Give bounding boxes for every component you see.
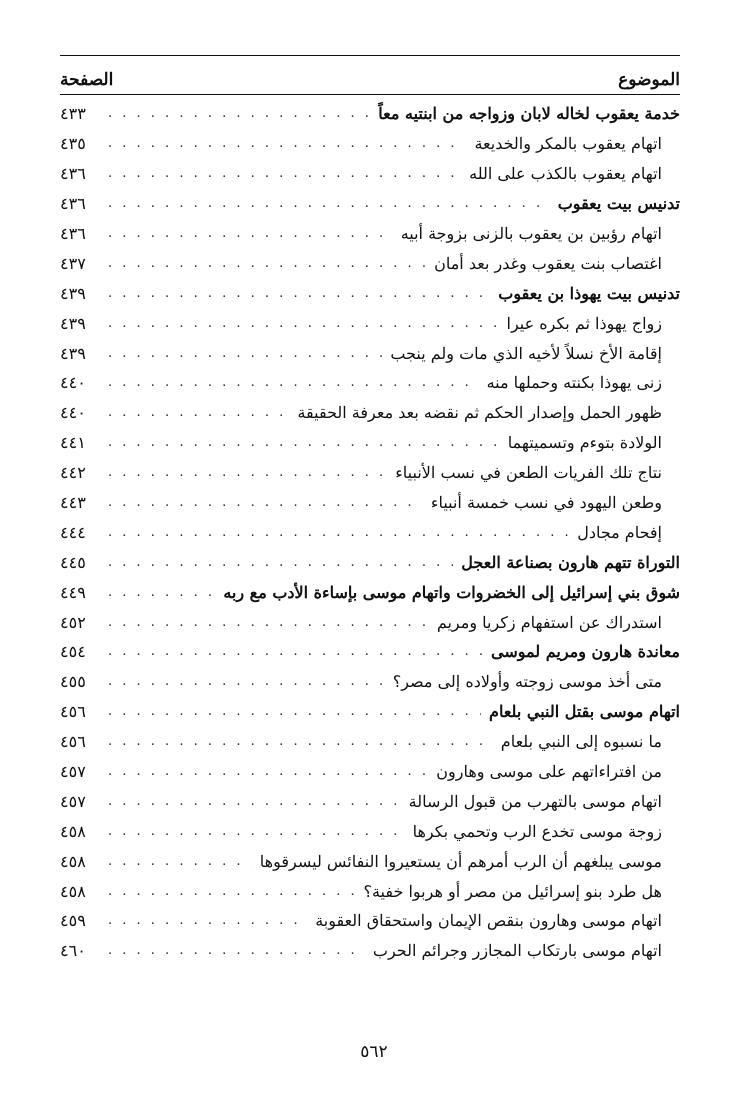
topic-column-label: الموضوع [618,70,680,90]
entry-title: اتهام موسى وهارون بنقص الإيمان واستحقاق العقوبة [315,911,662,931]
toc-entry [60,278,680,308]
entry-page-number: ٤٥٤ [60,642,86,662]
dot-leader [108,346,382,361]
dot-leader [108,943,365,958]
entry-title: تدنيس بيت يهوذا بن يعقوب [498,283,680,303]
entry-page-number: ٤٣٧ [60,253,86,273]
toc-header [60,56,680,94]
toc-entry [60,129,680,159]
dot-leader [108,913,307,928]
entry-title: خدمة يعقوب لخاله لابان وزواجه من ابنتيه معاً [378,104,680,124]
dot-leader [108,704,481,719]
entry-title: شوق بني إسرائيل إلى الخضروات واتهام موسى بإساءة الأدب مع ربه [223,582,680,602]
toc-entry [60,368,680,398]
entry-title: تدنيس بيت يعقوب [557,194,680,214]
dot-leader [108,405,289,420]
entry-title: هل طرد بنو إسرائيل من مصر أو هربوا خفية؟ [363,881,662,901]
toc-entry [60,727,680,757]
toc-entries [60,99,680,966]
toc-entry [60,248,680,278]
dot-leader [108,674,385,689]
toc-entry [60,398,680,428]
dot-leader [108,824,405,839]
toc-entry [60,159,680,189]
dot-leader [108,286,490,301]
dot-leader [108,196,550,211]
dot-leader [108,525,569,540]
toc-entry [60,517,680,547]
dot-leader [108,106,370,121]
entry-title: متى أخذ موسى زوجته وأولاده إلى مصر؟ [392,672,662,692]
toc-entry [60,219,680,249]
entry-title: من افتراءاتهم على موسى وهارون [436,762,662,782]
entry-page-number: ٤٥٦ [60,732,86,752]
entry-page-number: ٤٥٨ [60,851,86,871]
toc-entry [60,338,680,368]
entry-page-number: ٤٣٥ [60,134,86,154]
entry-page-number: ٤٥٨ [60,881,86,901]
toc-entry [60,786,680,816]
entry-title: اتهام يعقوب بالكذب على الله [469,164,662,184]
entry-page-number: ٤٤٣ [60,493,86,513]
entry-page-number: ٤٤٩ [60,582,86,602]
entry-title: ما نسبوه إلى النبي بلعام [500,732,662,752]
toc-entry [60,607,680,637]
toc-entry [60,189,680,219]
entry-title: استدراك عن استفهام زكريا ومريم [436,612,662,632]
entry-title: إفحام مجادل [577,522,662,542]
dot-leader [108,555,453,570]
entry-title: موسى يبلغهم أن الرب أمرهم أن يستعيروا النفائس ليسرقوها [259,851,662,871]
entry-title: نتاج تلك الفريات الطعن في نسب الأنبياء [395,463,662,483]
entry-title: اتهام رؤبين بن يعقوب بالزنى بزوجة أبيه [400,224,662,243]
dot-leader [108,615,429,630]
entry-page-number: ٤٣٣ [60,104,86,124]
entry-title: اتهام موسى بالتهرب من قبول الرسالة [408,791,662,811]
dot-leader [108,794,401,809]
entry-title: وطعن اليهود في نسب خمسة أنبياء [430,493,662,513]
entry-page-number: ٤٥٧ [60,791,86,811]
entry-title: اغتصاب بنت يعقوب وغدر بعد أمان [434,253,662,273]
toc-entry [60,577,680,607]
dot-leader [108,465,387,480]
header-rule [60,94,680,95]
entry-title: زواج يهوذا ثم بكره عيرا [506,313,662,333]
entry-page-number: ٤٣٩ [60,313,86,333]
toc-entry [60,906,680,936]
dot-leader [108,316,499,331]
entry-page-number: ٤٥٦ [60,702,86,722]
entry-page-number: ٤٦٠ [60,941,86,961]
dot-leader [108,585,215,600]
toc-entry [60,488,680,518]
toc-entry [60,757,680,787]
entry-title: اتهام موسى بارتكاب المجازر وجرائم الحرب [372,941,662,961]
toc-entry [60,816,680,846]
entry-page-number: ٤٥٧ [60,762,86,782]
entry-title: إقامة الأخ نسلاً لأخيه الذي مات ولم ينجب [390,343,662,363]
entry-page-number: ٤٥٥ [60,672,86,692]
dot-leader [108,495,423,510]
entry-page-number: ٤٥٨ [60,821,86,841]
toc-entry [60,667,680,697]
toc-entry [60,637,680,667]
dot-leader [108,734,493,749]
entry-title: زوجة موسى تخدع الرب وتحمي بكرها [412,821,662,841]
entry-title: الولادة بتوءم وتسميتهما [507,433,662,453]
toc-entry [60,846,680,876]
toc-entry [60,547,680,577]
entry-page-number: ٤٥٩ [60,911,86,931]
entry-page-number: ٤٣٦ [60,194,86,214]
toc-page [60,55,680,966]
dot-leader [108,375,479,390]
entry-page-number: ٤٣٦ [60,224,86,243]
entry-title: اتهام يعقوب بالمكر والخديعة [474,134,662,154]
dot-leader [108,136,466,151]
dot-leader [108,764,428,779]
toc-entry [60,697,680,727]
toc-entry [60,428,680,458]
toc-entry [60,308,680,338]
entry-page-number: ٤٥٢ [60,612,86,632]
page-number: ٥٦٢ [360,1042,388,1062]
dot-leader [108,644,483,659]
toc-entry [60,99,680,129]
entry-title: معاندة هارون ومريم لموسى [491,642,680,662]
entry-page-number: ٤٣٩ [60,283,86,303]
entry-title: ظهور الحمل وإصدار الحكم ثم نقضه بعد معرفة الحقيقة [297,403,662,423]
entry-page-number: ٤٤٠ [60,403,86,423]
dot-leader [108,435,500,450]
dot-leader [108,256,426,271]
entry-page-number: ٤٤١ [60,433,86,453]
toc-entry [60,876,680,906]
entry-page-number: ٤٣٩ [60,343,86,363]
entry-title: التوراة تتهم هارون بصناعة العجل [461,552,680,572]
dot-leader [108,226,393,241]
entry-page-number: ٤٤٤ [60,522,86,542]
entry-page-number: ٤٤٥ [60,552,86,572]
entry-page-number: ٤٤٢ [60,463,86,483]
dot-leader [108,166,461,181]
toc-entry [60,458,680,488]
dot-leader [108,884,355,899]
dot-leader [108,854,252,869]
entry-page-number: ٤٣٦ [60,164,86,184]
page-column-label: الصفحة [60,70,114,90]
entry-page-number: ٤٤٠ [60,373,86,393]
toc-entry [60,936,680,966]
entry-title: زنى يهوذا بكنته وحملها منه [486,373,662,393]
entry-title: اتهام موسى بقتل النبي بلعام [489,702,680,722]
